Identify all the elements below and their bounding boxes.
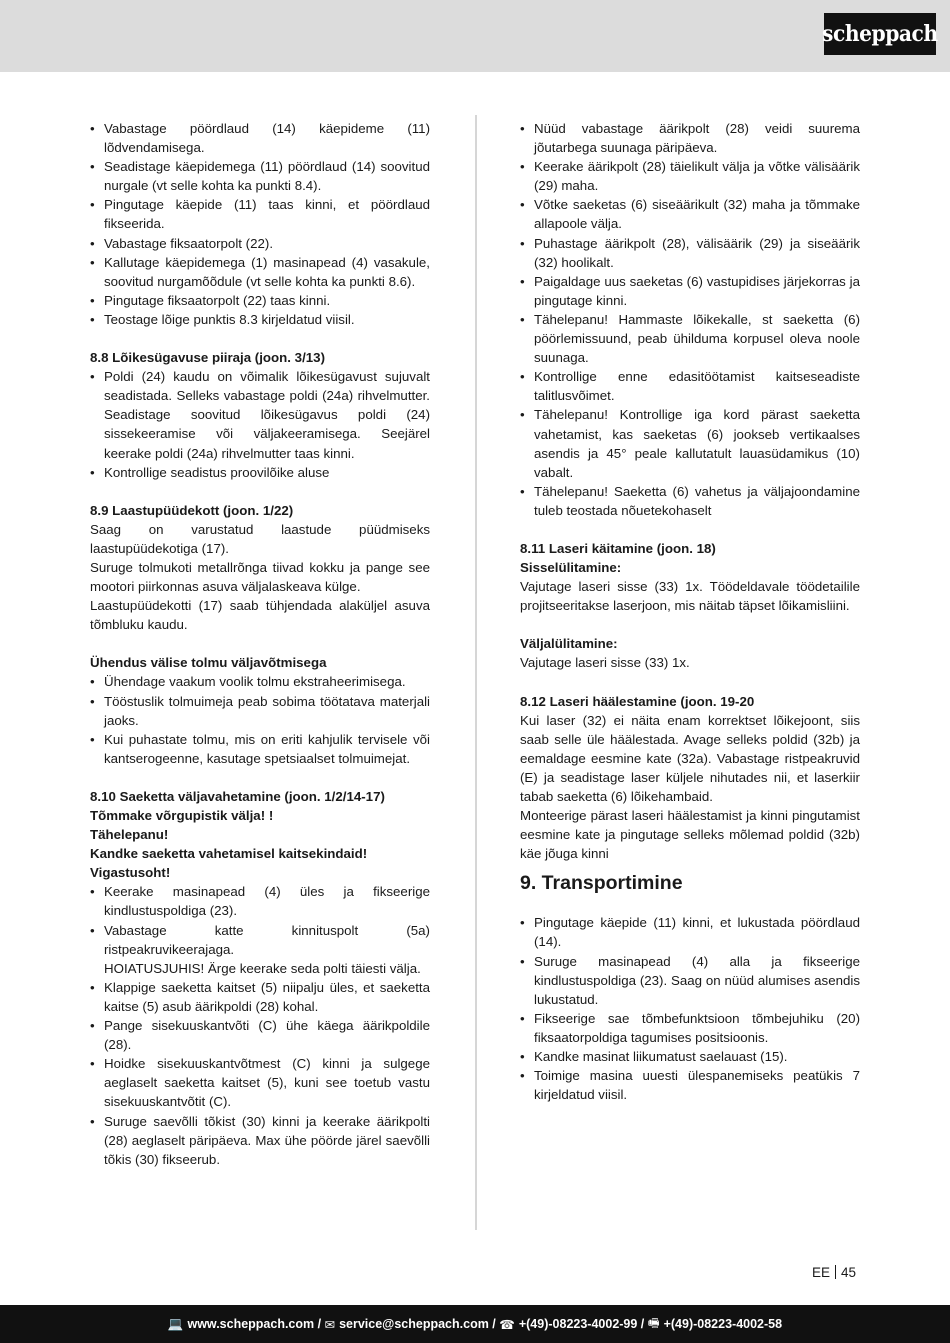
list-item: • Kontrollige seadistus proovilõike aluse [90, 463, 430, 482]
computer-icon: 💻 [167, 1316, 184, 1331]
page-number-value: 45 [841, 1265, 857, 1280]
right-column [520, 119, 860, 1104]
dust-extraction-heading: Ühendus välise tolmu väljavõtmisega [90, 655, 327, 671]
list-item: • Tööstuslik tolmuimeja peab sobima töötatava materjali jaoks. [90, 692, 430, 730]
separator [835, 1265, 836, 1279]
list-item: • Kui puhastate tolmu, mis on eriti kahjulik tervisele või kantserogeenne, kasutage spetsiaalset tolmuimejat. [90, 730, 430, 768]
footer-bar [0, 1305, 950, 1343]
list-item-text: Vabastage katte kinnituspolt (5a) ristpeakruvikeerajaga. [104, 922, 430, 957]
list-item: • Kandke masinat liikumatust saelauast (15). [520, 1047, 860, 1066]
list-item [90, 921, 430, 978]
section-8-11-heading: 8.11 Laseri käitamine (joon. 18) [520, 540, 716, 556]
list-item: • Pange sisekuuskantvõti (C) ühe käega äärikpoldile (28). [90, 1016, 430, 1054]
section-8-9-heading: 8.9 Laastupüüdekott (joon. 1/22) [90, 502, 294, 518]
list-item: • Vabastage fiksaatorpolt (22). [90, 234, 430, 253]
footer-phone: +(49)-08223-4002-99 / [518, 1317, 645, 1331]
paragraph: Kui laser (32) ei näita enam korrektset lõikejoont, siis saab selle üle häälestada. Avage selleks poldid (32b) ja eemaldage eesmine kate (32a). Vabastage ristpeakruvid (E) ja seadistage laser küljele nihutades nii, et laserkiir tabab saeketta (6) lõikehambaid. [520, 712, 860, 804]
paragraph: Laastupüüdekotti (17) saab tühjendada alaküljel asuva tõmbluku kaudu. [90, 598, 430, 633]
dust-extraction-list [90, 672, 430, 767]
paragraph: Saag on varustatud laastude püüdmiseks laastupüüdekotiga (17). [90, 521, 430, 556]
column-divider [475, 115, 477, 1230]
list-item: • Vabastage pöördlaud (14) käepideme (11) lõdvendamisega. [90, 119, 430, 157]
list-item: • Kontrollige enne edasitöötamist kaitseseadiste talitlusvõimet. [520, 367, 860, 405]
section-8-8-heading: 8.8 Lõikesügavuse piiraja (joon. 3/13) [90, 350, 325, 366]
rotate-steps-list [90, 119, 430, 329]
logo-text: scheppach [822, 21, 938, 47]
list-item: • Keerake äärikpolt (28) täielikult välja ja võtke välisäärik (29) maha. [520, 157, 860, 195]
list-item: • Pingutage käepide (11) kinni, et lukustada pöördlaud (14). [520, 913, 860, 951]
switch-off-heading: Väljalülitamine: [520, 636, 618, 652]
list-item: • Hoidke sisekuuskantvõtmest (C) kinni ja sulgege aeglaselt saeketta kaitset (5), kuni see toetub vastu sisekuuskantvõtit (C). [90, 1054, 430, 1111]
list-item: • Toimige masina uuesti ülespanemiseks peatükis 7 kirjeldatud viisil. [520, 1066, 860, 1104]
list-item: • Nüüd vabastage äärikpolt (28) veidi suurema jõutarbega suunaga päripäeva. [520, 119, 860, 157]
section-9-heading: 9. Transportimine [520, 872, 683, 895]
list-item: • Klappige saeketta kaitset (5) niipalju üles, et saeketta kaitse (5) asub äärikpoldi (28) kohal. [90, 978, 430, 1016]
section-8-8-list [90, 367, 430, 482]
scheppach-logo [824, 13, 936, 55]
list-item: • Tähelepanu! Saeketta (6) vahetus ja väljajoondamine tuleb teostada nõuetekohaselt [520, 482, 860, 520]
mail-icon: ✉ [324, 1317, 336, 1332]
left-column [90, 119, 430, 1169]
list-item: • Paigaldage uus saeketas (6) vastupidises järjekorras ja pingutage kinni. [520, 272, 860, 310]
caution-note: HOIATUSJUHIS! Ärge keerake seda polti täiesti välja. [104, 960, 421, 976]
list-item: • Pingutage käepide (11) taas kinni, et pöördlaud fikseerida. [90, 195, 430, 233]
paragraph: Monteerige pärast laseri häälestamist ja kinni pingutamist eesmine kate ja pingutage selleks mõlemad poldid (32b) käe jõuga kinni [520, 808, 860, 862]
phone-icon: ☎ [499, 1317, 515, 1332]
list-item: • Teostage lõige punktis 8.3 kirjeldatud viisil. [90, 310, 430, 329]
list-item: • Puhastage äärikpolt (28), välisäärik (29) ja siseäärik (32) hoolikalt. [520, 234, 860, 272]
warning-text: Tähelepanu! [90, 827, 169, 843]
language-code: EE [812, 1265, 831, 1280]
list-item: • Keerake masinapead (4) üles ja fikseerige kindlustuspoldiga (23). [90, 882, 430, 920]
list-item: • Fikseerige sae tõmbefunktsioon tõmbejuhiku (20) fiksaatorpoldiga tagumises positsioonis. [520, 1009, 860, 1047]
paragraph: Vajutage laseri sisse (33) 1x. Töödeldavale töödetailile projitseeritakse laserjoon, mis näitab täpset lõikamisliini. [520, 579, 860, 614]
header-band [0, 0, 950, 72]
section-8-12-heading: 8.12 Laseri häälestamine (joon. 19-20 [520, 693, 755, 709]
paragraph: Suruge tolmukoti metallrõnga tiivad kokku ja pange see mootori piirkonnas asuva väljalaskeava külge. [90, 559, 430, 595]
list-item: • Poldi (24) kaudu on võimalik lõikesügavust sujuvalt seadistada. Selleks vabastage poldi (24a) rihvelmutter. Seadistage soovitud lõikesügavus poldi (24) sissekeeramise või väljakeeramisega. Seejärel keerake poldi (24a) rihvelmutter taas kinni. [90, 367, 430, 462]
footer-website[interactable]: www.scheppach.com / [187, 1317, 322, 1331]
list-item: • Suruge masinapead (4) alla ja fikseerige kindlustuspoldiga (23). Saag on nüüd alumises asendis lukustatud. [520, 952, 860, 1009]
section-8-10-heading: 8.10 Saeketta väljavahetamine (joon. 1/2/14-17) [90, 788, 385, 804]
list-item: • Pingutage fiksaatorpolt (22) taas kinni. [90, 291, 430, 310]
footer-fax: +(49)-08223-4002-58 [663, 1317, 783, 1331]
list-item: • Suruge saevõlli tõkist (30) kinni ja keerake äärikpolti (28) aeglaselt päripäeva. Max ühe pöörde järel saevõlli tõkis (30) fikseerub. [90, 1112, 430, 1169]
fax-icon: 🖷 [647, 1315, 660, 1330]
section-8-10-list [90, 882, 430, 1168]
blade-change-steps-list [520, 119, 860, 520]
switch-on-heading: Sisselülitamine: [520, 560, 622, 576]
page-number [812, 1265, 856, 1280]
list-item: • Ühendage vaakum voolik tolmu ekstraheerimisega. [90, 672, 430, 691]
warning-text: Kandke saeketta vahetamisel kaitsekindaid! Vigastusoht! [90, 846, 368, 881]
transport-list [520, 913, 860, 1104]
list-item: • Tähelepanu! Kontrollige iga kord pärast saeketta vahetamist, kas saeketas (6) jookseb vertikaalses asendis ja 45° peale kallutatult lauasüdamikus (10) vabalt. [520, 405, 860, 481]
footer-email[interactable]: service@scheppach.com / [339, 1317, 496, 1331]
warning-text: Tõmmake võrgupistik välja! ! [90, 808, 274, 823]
list-item: • Seadistage käepidemega (11) pöördlaud (14) soovitud nurgale (vt selle kohta ka punkti 8.4). [90, 157, 430, 195]
paragraph: Vajutage laseri sisse (33) 1x. [520, 655, 690, 671]
list-item: • Kallutage käepidemega (1) masinapead (4) vasakule, soovitud nurgamõõdule (vt selle kohta ka punkti 8.6). [90, 253, 430, 291]
list-item: • Tähelepanu! Hammaste lõikekalle, st saeketta (6) pöörlemissuund, peab ühilduma korpusel oleva noole suunaga. [520, 310, 860, 367]
list-item: • Võtke saeketas (6) siseäärikult (32) maha ja tõmmake allapoole välja. [520, 195, 860, 233]
